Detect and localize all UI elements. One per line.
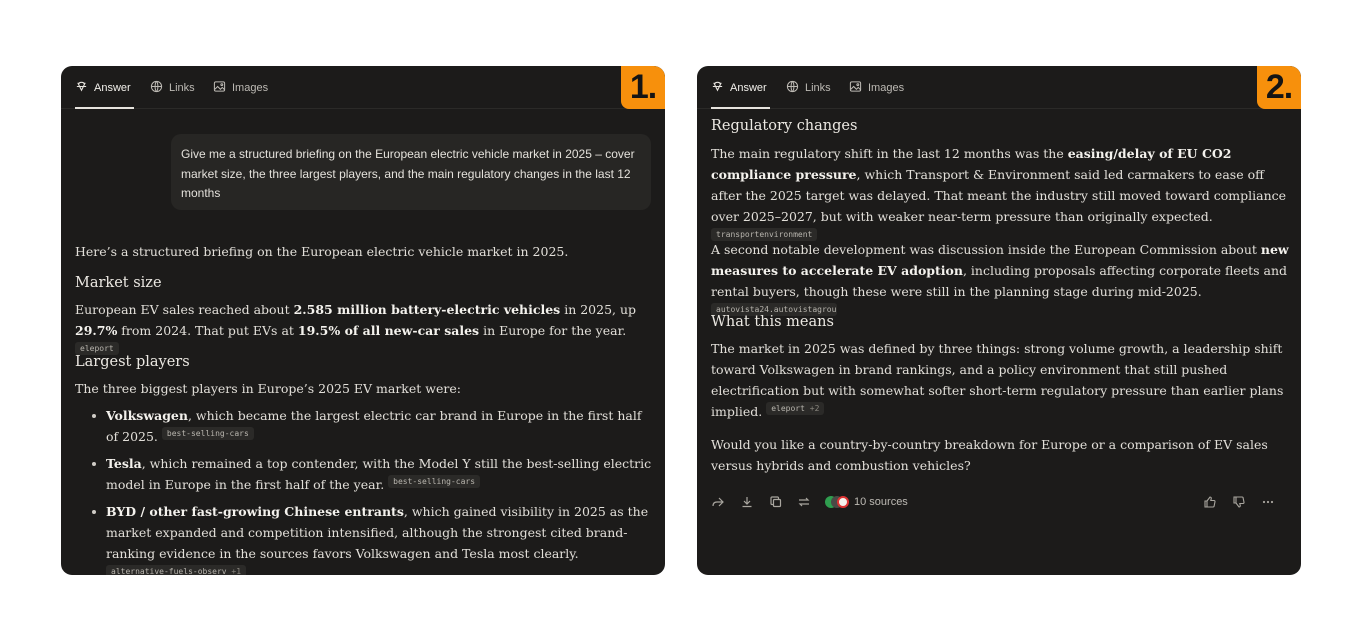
tab-bar: [61, 66, 665, 109]
active-tab-indicator: [711, 107, 770, 109]
list-item: BYD / other fast-growing Chinese entrants, which gained visibility in 2025 as the market expanded and competition intensified, although the strongest cited brand-ranking evidence in the sources favors Volkswagen and Tesla most clearly. alternative-fuels-observ +1: [75, 501, 653, 575]
list-item: Volkswagen, which became the largest electric car brand in Europe in the first half of 2025. best-selling-cars: [75, 405, 653, 447]
citation-chip[interactable]: transportenvironment: [711, 228, 817, 241]
tab-links-label: Links: [805, 82, 831, 94]
answer-icon: [75, 80, 88, 96]
citation-chip[interactable]: eleport: [75, 342, 119, 355]
regulatory-paragraph-2: A second notable development was discussion inside the European Commission about new measures to accelerate EV adoption, including proposals affecting corporate fleets and rental buyers, though these were still in the planning stage during mid-2025. autovista24.autovistagrou: [711, 242, 1289, 314]
tab-answer[interactable]: [75, 79, 131, 97]
tab-images[interactable]: [849, 79, 904, 97]
citation-chip[interactable]: best-selling-cars: [388, 475, 480, 488]
tab-images[interactable]: [213, 79, 268, 97]
share-icon[interactable]: [711, 495, 725, 509]
tab-images-label: Images: [232, 82, 269, 94]
answer-icon: [711, 80, 724, 96]
citation-chip[interactable]: autovista24.autovistagrou: [711, 303, 837, 316]
step-badge: 2.: [1257, 66, 1301, 109]
tab-answer[interactable]: [711, 79, 767, 97]
source-favicons: [825, 496, 849, 508]
tab-bar: [697, 66, 1301, 109]
section-heading-market-size: Market size: [75, 275, 162, 291]
thumbs-up-icon[interactable]: [1203, 495, 1217, 509]
thumbs-down-icon[interactable]: [1232, 495, 1246, 509]
step-badge: 1.: [621, 66, 665, 109]
sources-button[interactable]: [825, 495, 908, 509]
tab-images-label: Images: [868, 82, 905, 94]
repeat-icon[interactable]: [797, 495, 811, 509]
answer-intro: Here’s a structured briefing on the European electric vehicle market in 2025.: [75, 244, 569, 259]
globe-icon: [786, 80, 799, 96]
what-this-means-paragraph: The market in 2025 was defined by three things: strong volume growth, a leadership shift toward Volkswagen in brand rankings, and a policy environment that still pushed electrification but with somewhat softer short-term regulatory pressure than earlier plans implied. eleport +2: [711, 341, 1284, 419]
tab-links[interactable]: [150, 79, 195, 97]
answer-actions-bar: [711, 495, 1287, 513]
user-message-bubble: Give me a structured briefing on the European electric vehicle market in 2025 – cover market size, the three largest players, and the main regulatory changes in the last 12 months: [171, 134, 651, 210]
section-heading-regulatory: Regulatory changes: [711, 118, 858, 134]
tab-answer-label: Answer: [730, 82, 767, 94]
list-item: Tesla, which remained a top contender, with the Model Y still the best-selling electric model in Europe in the first half of the year. best-selling-cars: [75, 453, 653, 495]
section-heading-largest-players: Largest players: [75, 354, 190, 370]
sources-label: 10 sources: [854, 496, 908, 508]
image-icon: [849, 80, 862, 96]
answer-panel-1: [61, 66, 665, 575]
answer-panel-2: [697, 66, 1301, 575]
active-tab-indicator: [75, 107, 134, 109]
image-icon: [213, 80, 226, 96]
regulatory-paragraph-1: The main regulatory shift in the last 12 months was the easing/delay of EU CO2 compliance pressure, which Transport & Environment said led carmakers to ease off after the 2025 target was delayed. That meant the industry still moved toward compliance over 2025–2027, but with weaker near-term pressure than originally expected. transportenvironment: [711, 146, 1287, 239]
tab-links[interactable]: [786, 79, 831, 97]
tab-links-label: Links: [169, 82, 195, 94]
largest-players-intro: The three biggest players in Europe’s 2025 EV market were:: [75, 381, 461, 396]
citation-chip[interactable]: eleport +2: [766, 402, 824, 415]
citation-chip[interactable]: alternative-fuels-observ +1: [106, 565, 246, 575]
citation-chip[interactable]: best-selling-cars: [162, 427, 254, 440]
download-icon[interactable]: [740, 495, 754, 509]
copy-icon[interactable]: [769, 495, 783, 509]
market-size-paragraph: European EV sales reached about 2.585 million battery-electric vehicles in 2025, up 29.7% from 2024. That put EVs at 19.5% of all new-car sales in Europe for the year. eleport: [75, 302, 637, 353]
tab-answer-label: Answer: [94, 82, 131, 94]
section-heading-what-this-means: What this means: [711, 314, 834, 330]
globe-icon: [150, 80, 163, 96]
players-list: [75, 405, 653, 575]
more-icon[interactable]: [1261, 495, 1275, 509]
followup-question: Would you like a country-by-country breakdown for Europe or a comparison of EV sales versus hybrids and combustion vehicles?: [711, 437, 1268, 473]
